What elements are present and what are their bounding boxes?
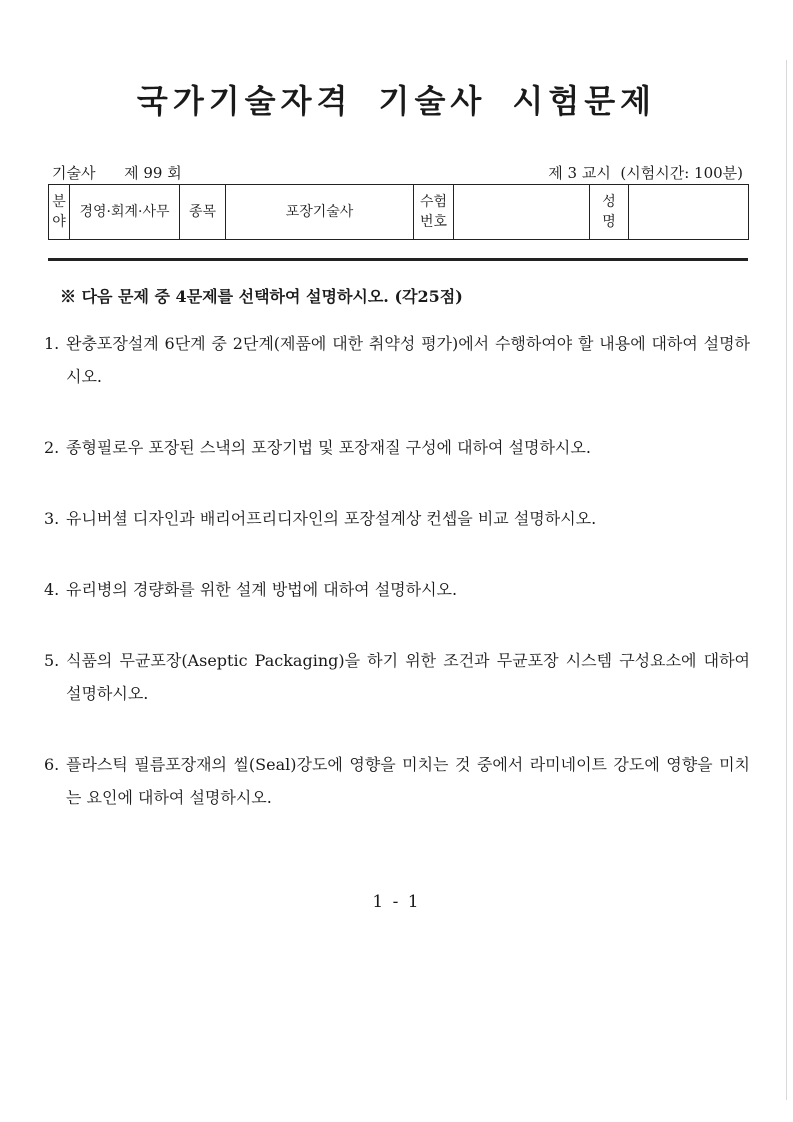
page-title: 국가기술자격 기술사 시험문제: [136, 82, 657, 120]
question-number: 1.: [44, 334, 60, 353]
question-number: 5.: [44, 651, 60, 670]
exam-meta-right: [548, 162, 743, 183]
instruction-text: ※ 다음 문제 중 4문제를 선택하여 설명하시오. (각25점): [60, 287, 463, 306]
question-text: 완충포장설계 6단계 중 2단계(제품에 대한 취약성 평가)에서 수행하여야 할 내용에 대하여 설명하시오.: [66, 334, 750, 386]
question-list: [44, 327, 750, 814]
question-text: 종형필로우 포장된 스낵의 포장기법 및 포장재질 구성에 대하여 설명하시오.: [66, 438, 591, 457]
exam-number-label: 수험 번호: [414, 185, 454, 240]
exam-round: 제 99 회: [124, 164, 182, 182]
question-number: 4.: [44, 580, 60, 599]
question-text: 식품의 무균포장(Aseptic Packaging)을 하기 위한 조건과 무균포장 시스템 구성요소에 대하여 설명하시오.: [66, 651, 750, 703]
question-text: 유리병의 경량화를 위한 설계 방법에 대하여 설명하시오.: [66, 580, 458, 599]
question-item: [44, 748, 750, 814]
page-number: 1 - 1: [372, 892, 421, 912]
question-text: 유니버셜 디자인과 배리어프리디자인의 포장설계상 컨셉을 비교 설명하시오.: [66, 509, 597, 528]
question-number: 3.: [44, 509, 60, 528]
scan-edge-line: [786, 60, 787, 1100]
exam-category: 기술사: [52, 164, 96, 182]
question-item: [44, 644, 750, 710]
subject-label: 종목: [180, 185, 226, 240]
exam-session: 제 3 교시: [548, 164, 611, 182]
question-item: [44, 502, 750, 535]
name-label: 성 명: [590, 185, 629, 240]
divider-rule: [48, 258, 748, 261]
subject-value: 포장기술사: [226, 185, 414, 240]
question-number: 6.: [44, 755, 60, 774]
question-text: 플라스틱 필름포장재의 씰(Seal)강도에 영향을 미치는 것 중에서 라미네이트 강도에 영향을 미치는 요인에 대하여 설명하시오.: [66, 755, 750, 807]
question-number: 2.: [44, 438, 60, 457]
exam-time: (시험시간: 100분): [620, 164, 743, 182]
field-label: 분 야: [49, 185, 70, 240]
exam-meta-left: [52, 162, 182, 183]
field-value: 경영·회계·사무: [70, 185, 180, 240]
name-field[interactable]: [629, 185, 749, 240]
question-item: [44, 431, 750, 464]
question-item: [44, 327, 750, 393]
exam-number-field[interactable]: [454, 185, 590, 240]
question-item: [44, 573, 750, 606]
exam-info-table: [48, 184, 749, 240]
